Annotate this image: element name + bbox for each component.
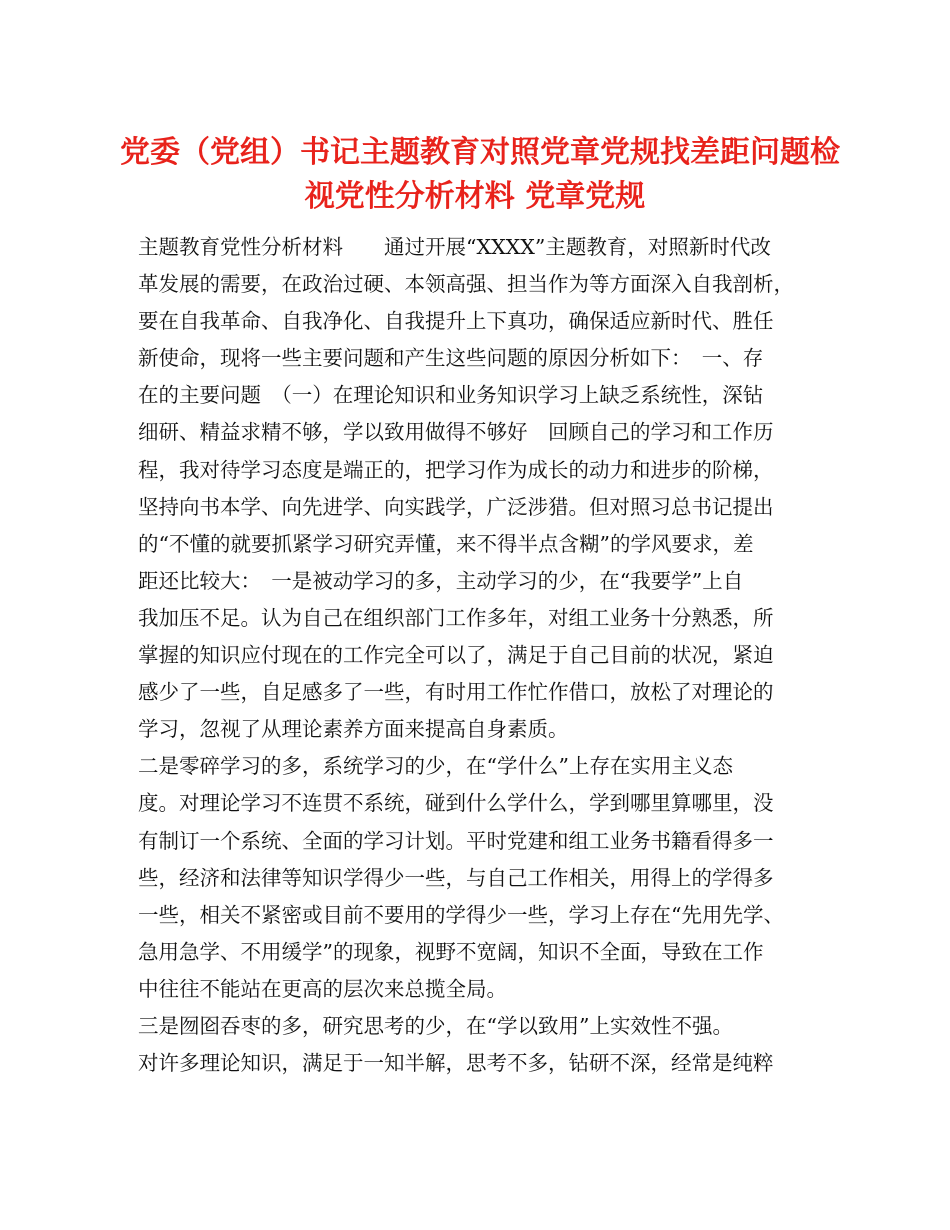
body-line: 坚持向书本学、向先进学、向实践学，广泛涉猎。但对照习总书记提出 bbox=[138, 494, 774, 519]
body-line: 对许多理论知识，满足于一知半解，思考不多，钻研不深，经常是纯粹 bbox=[138, 1051, 774, 1076]
body-line: 学习，忽视了从理论素养方面来提高自身素质。 bbox=[138, 717, 569, 742]
body-line: 感少了一些，自足感多了一些，有时用工作忙作借口，放松了对理论的 bbox=[138, 680, 774, 705]
body-line: 距还比较大： 一是被动学习的多，主动学习的少，在“我要学”上自 bbox=[138, 568, 744, 593]
document-body bbox=[138, 229, 818, 1082]
body-line: 中往往不能站在更高的层次来总揽全局。 bbox=[138, 976, 507, 1001]
body-line: 二是零碎学习的多，系统学习的少，在“学什么”上存在实用主义态 bbox=[138, 754, 733, 779]
body-line: 要在自我革命、自我净化、自我提升上下真功，确保适应新时代、胜任 bbox=[138, 309, 774, 334]
body-line: 有制订一个系统、全面的学习计划。平时党建和组工业务书籍看得多一 bbox=[138, 828, 774, 853]
body-line: 在的主要问题 （一）在理论知识和业务知识学习上缺乏系统性，深钻 bbox=[138, 383, 764, 408]
body-line: 些，经济和法律等知识学得少一些，与自己工作相关，用得上的学得多 bbox=[138, 865, 774, 890]
body-line: 掌握的知识应付现在的工作完全可以了，满足于自己目前的状况，紧迫 bbox=[138, 643, 774, 668]
body-line: 新使命，现将一些主要问题和产生这些问题的原因分析如下： 一、存 bbox=[138, 346, 764, 371]
body-line: 革发展的需要，在政治过硬、本领高强、担当作为等方面深入自我剖析， bbox=[138, 272, 794, 297]
document-title-line-1: 党委（党组）书记主题教育对照党章党规找差距问题检 bbox=[120, 135, 840, 170]
body-line: 一些，相关不紧密或目前不要用的学得少一些，学习上存在“先用先学、 bbox=[138, 902, 784, 927]
body-line: 主题教育党性分析材料 通过开展“XXXX”主题教育，对照新时代改 bbox=[138, 235, 771, 259]
body-line: 程，我对待学习态度是端正的，把学习作为成长的动力和进步的阶梯， bbox=[138, 457, 774, 482]
body-line: 急用急学、不用缓学”的现象，视野不宽阔，知识不全面，导致在工作 bbox=[138, 939, 764, 964]
body-line: 的“不懂的就要抓紧学习研究弄懂，来不得半点含糊”的学风要求，差 bbox=[138, 531, 754, 556]
body-line: 我加压不足。认为自己在组织部门工作多年，对组工业务十分熟悉，所 bbox=[138, 605, 774, 630]
body-line: 细研、精益求精不够，学以致用做得不够好 回顾自己的学习和工作历 bbox=[138, 420, 774, 445]
document-title-line-2: 视党性分析材料 党章党规 bbox=[304, 179, 646, 214]
body-line: 度。对理论学习不连贯不系统，碰到什么学什么，学到哪里算哪里，没 bbox=[138, 791, 774, 816]
body-line: 三是囫囵吞枣的多，研究思考的少，在“学以致用”上实效性不强。 bbox=[138, 1013, 733, 1038]
